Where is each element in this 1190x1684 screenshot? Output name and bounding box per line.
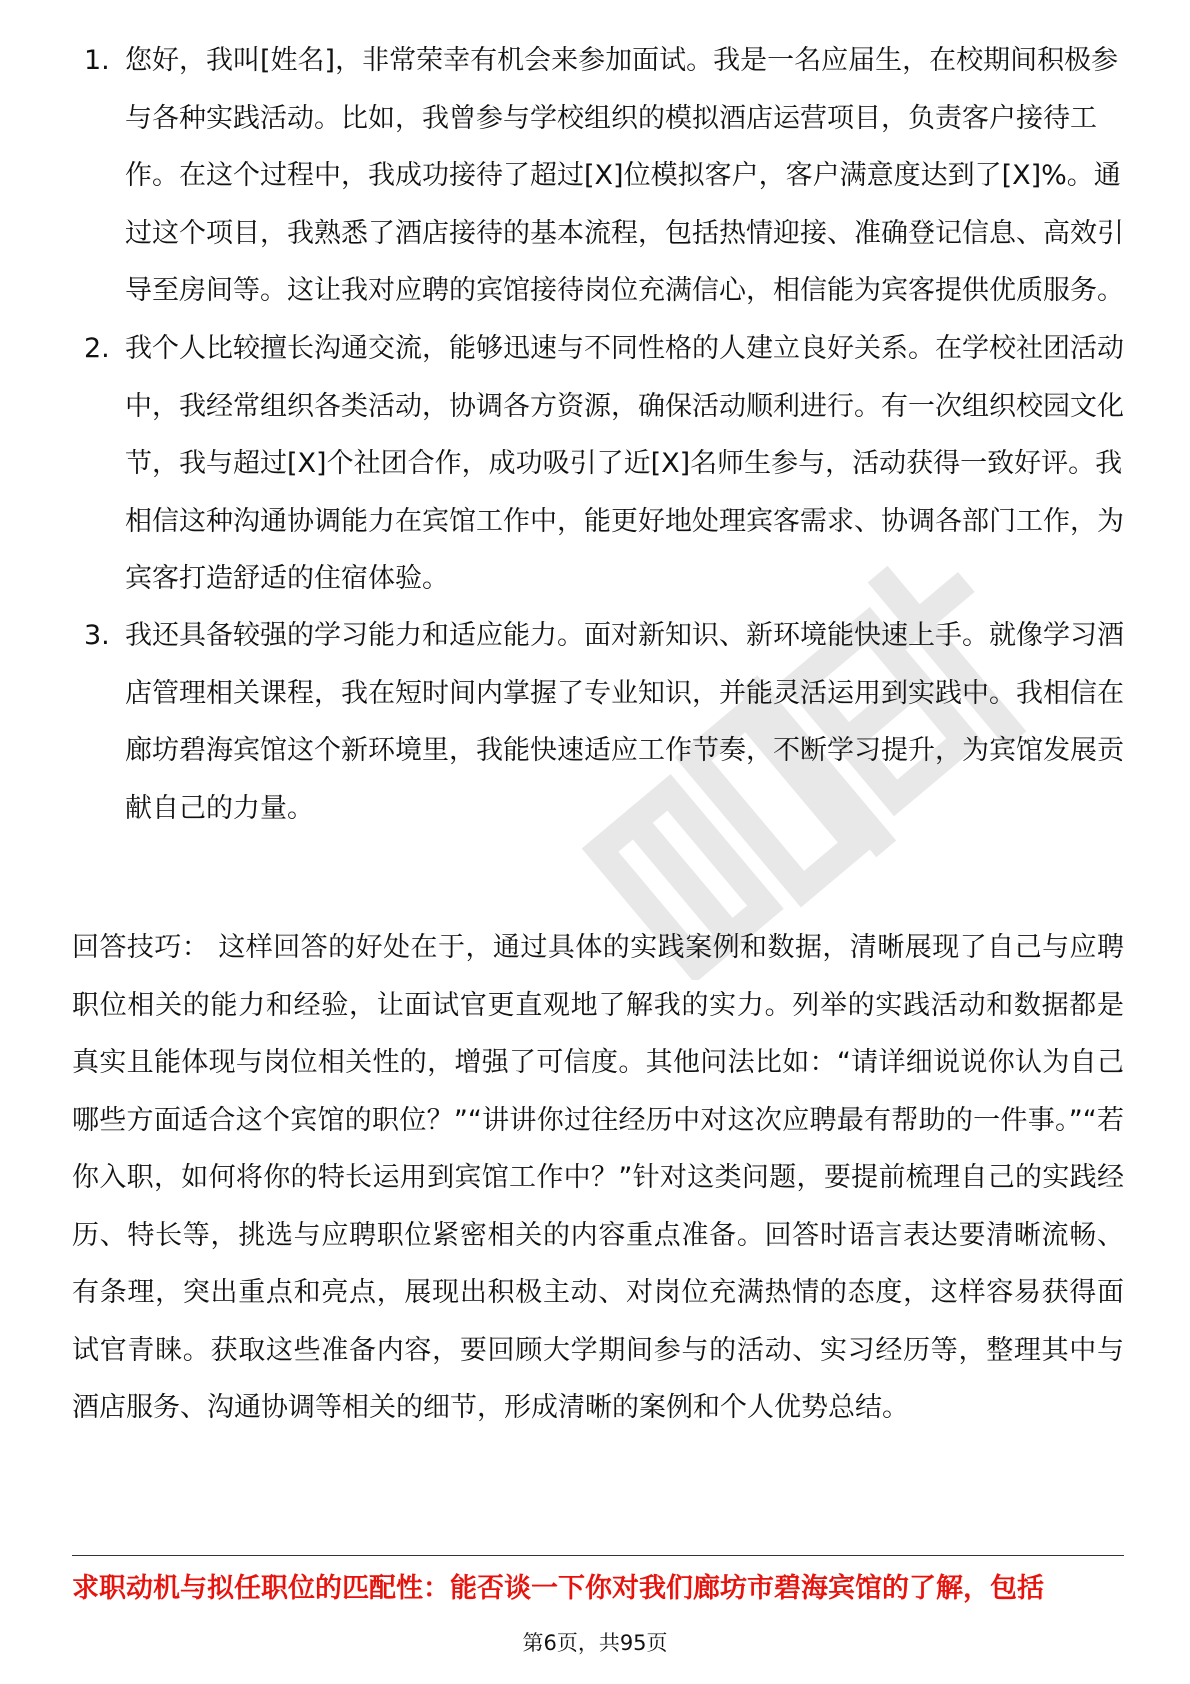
answer-item: [84, 32, 1124, 320]
answer-item-number: 2.: [84, 333, 110, 364]
answer-tips-paragraph: 回答技巧： 这样回答的好处在于，通过具体的实践案例和数据，清晰展现了自己与应聘职位相关的能力和经验，让面试官更直观地了解我的实力。列举的实践活动和数据都是真实且能体现与岗位相关性的，增强了可信度。其他问法比如：“请详细说说你认为自己哪些方面适合这个宾馆的职位？”“讲讲你过往经历中对这次应聘最有帮助的一件事。”“若你入职，如何将你的特长运用到宾馆工作中？”针对这类问题，要提前梳理自己的实践经历、特长等，挑选与应聘职位紧密相关的内容重点准备。回答时语言表达要清晰流畅、有条理，突出重点和亮点，展现出积极主动、对岗位充满热情的态度，这样容易获得面试官青睐。获取这些准备内容，要回顾大学期间参与的活动、实习经历等，整理其中与酒店服务、沟通协调等相关的细节，形成清晰的案例和个人优势总结。: [72, 932, 1124, 1423]
next-question-heading: 求职动机与拟任职位的匹配性：能否谈一下你对我们廊坊市碧海宾馆的了解，包括: [72, 1573, 1044, 1604]
answer-item: [84, 607, 1124, 837]
answer-item-text: 您好，我叫[姓名]，非常荣幸有机会来参加面试。我是一名应届生，在校期间积极参与各种实践活动。比如，我曾参与学校组织的模拟酒店运营项目，负责客户接待工作。在这个过程中，我成功接待了超过[X]位模拟客户，客户满意度达到了[X]%。通过这个项目，我熟悉了酒店接待的基本流程，包括热情迎接、准确登记信息、高效引导至房间等。这让我对应聘的宾馆接待岗位充满信心，相信能为宾客提供优质服务。: [125, 45, 1124, 306]
answer-item-number: 1.: [84, 45, 110, 76]
answer-item-text: 我还具备较强的学习能力和适应能力。面对新知识、新环境能快速上手。就像学习酒店管理相关课程，我在短时间内掌握了专业知识，并能灵活运用到实践中。我相信在廊坊碧海宾馆这个新环境里，我能快速适应工作节奏，不断学习提升，为宾馆发展贡献自己的力量。: [125, 620, 1124, 824]
answer-item: [84, 320, 1124, 607]
answer-item-text: 我个人比较擅长沟通交流，能够迅速与不同性格的人建立良好关系。在学校社团活动中，我经常组织各类活动，协调各方资源，确保活动顺利进行。有一次组织校园文化节，我与超过[X]个社团合作，成功吸引了近[X]名师生参与，活动获得一致好评。我相信这种沟通协调能力在宾馆工作中，能更好地处理宾客需求、协调各部门工作，为宾客打造舒适的住宿体验。: [125, 333, 1124, 594]
section-divider: [72, 1555, 1124, 1556]
answer-item-number: 3.: [84, 620, 110, 651]
page-number-footer: 第6页，共95页: [522, 1631, 668, 1655]
answer-list: [84, 32, 1124, 837]
